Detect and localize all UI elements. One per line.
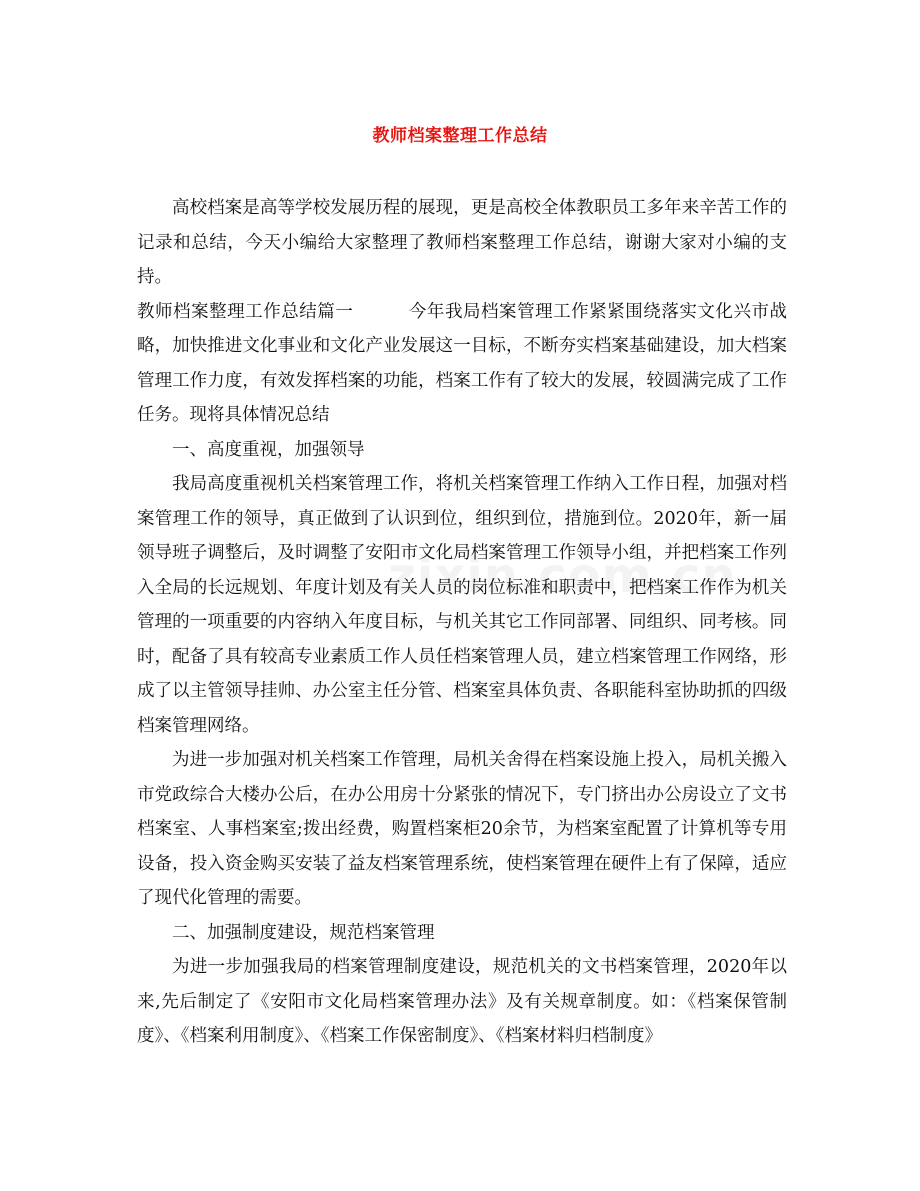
section2-heading: 二、加强制度建设，规范档案管理	[172, 922, 435, 943]
intro-paragraph: 高校档案是高等学校发展历程的展现，更是高校全体教职员工多年来辛苦工作的记录和总结，今天小编给大家整理了教师档案整理工作总结，谢谢大家对小编的支持。	[137, 198, 787, 287]
document-body	[137, 191, 787, 1054]
part1-lead: 今年我局档案管理工作紧紧围绕落实文化兴市战略，加快推进文化事业和文化产业发展这一目标，不断夯实档案基础建设，加大档案管理工作力度，有效发挥档案的功能，档案工作有了较大的发展，较圆满完成了工作任务。现将具体情况总结	[137, 301, 788, 425]
section1-paragraph-2: 为进一步加强对机关档案工作管理，局机关舍得在档案设施上投入，局机关搬入市党政综合大楼办公后，在办公用房十分紧张的情况下，专门挤出办公房设立了文书档案室、人事档案室;拨出经费，购置档案柜20余节，为档案室配置了计算机等专用设备，投入资金购买安装了益友档案管理系统，使档案管理在硬件上有了保障，适应了现代化管理的需要。	[137, 750, 787, 908]
part1-heading: 教师档案整理工作总结篇一	[137, 301, 354, 322]
section1-heading: 一、高度重视，加强领导	[172, 439, 365, 460]
section1-paragraph-1: 我局高度重视机关档案管理工作，将机关档案管理工作纳入工作日程，加强对档案管理工作的领导，真正做到了认识到位，组织到位，措施到位。2020年，新一届领导班子调整后，及时调整了安阳市文化局档案管理工作领导小组，并把档案工作列入全局的长远规划、年度计划及有关人员的岗位标准和职责中，把档案工作作为机关管理的一项重要的内容纳入年度目标，与机关其它工作同部署、同组织、同考核。同时，配备了具有较高专业素质工作人员任档案管理人员，建立档案管理工作网络，形成了以主管领导挂帅、办公室主任分管、档案室具体负责、各职能科室协助抓的四级档案管理网络。	[137, 474, 787, 736]
document-title: 教师档案整理工作总结	[372, 126, 548, 146]
part1-paragraph	[137, 295, 787, 433]
section2-paragraph-1: 为进一步加强我局的档案管理制度建设，规范机关的文书档案管理，2020年以来,先后制定了《安阳市文化局档案管理办法》及有关规章制度。如：《档案保管制度》、《档案利用制度》、《档案工作保密制度》、《档案材料归档制度》	[137, 957, 787, 1046]
